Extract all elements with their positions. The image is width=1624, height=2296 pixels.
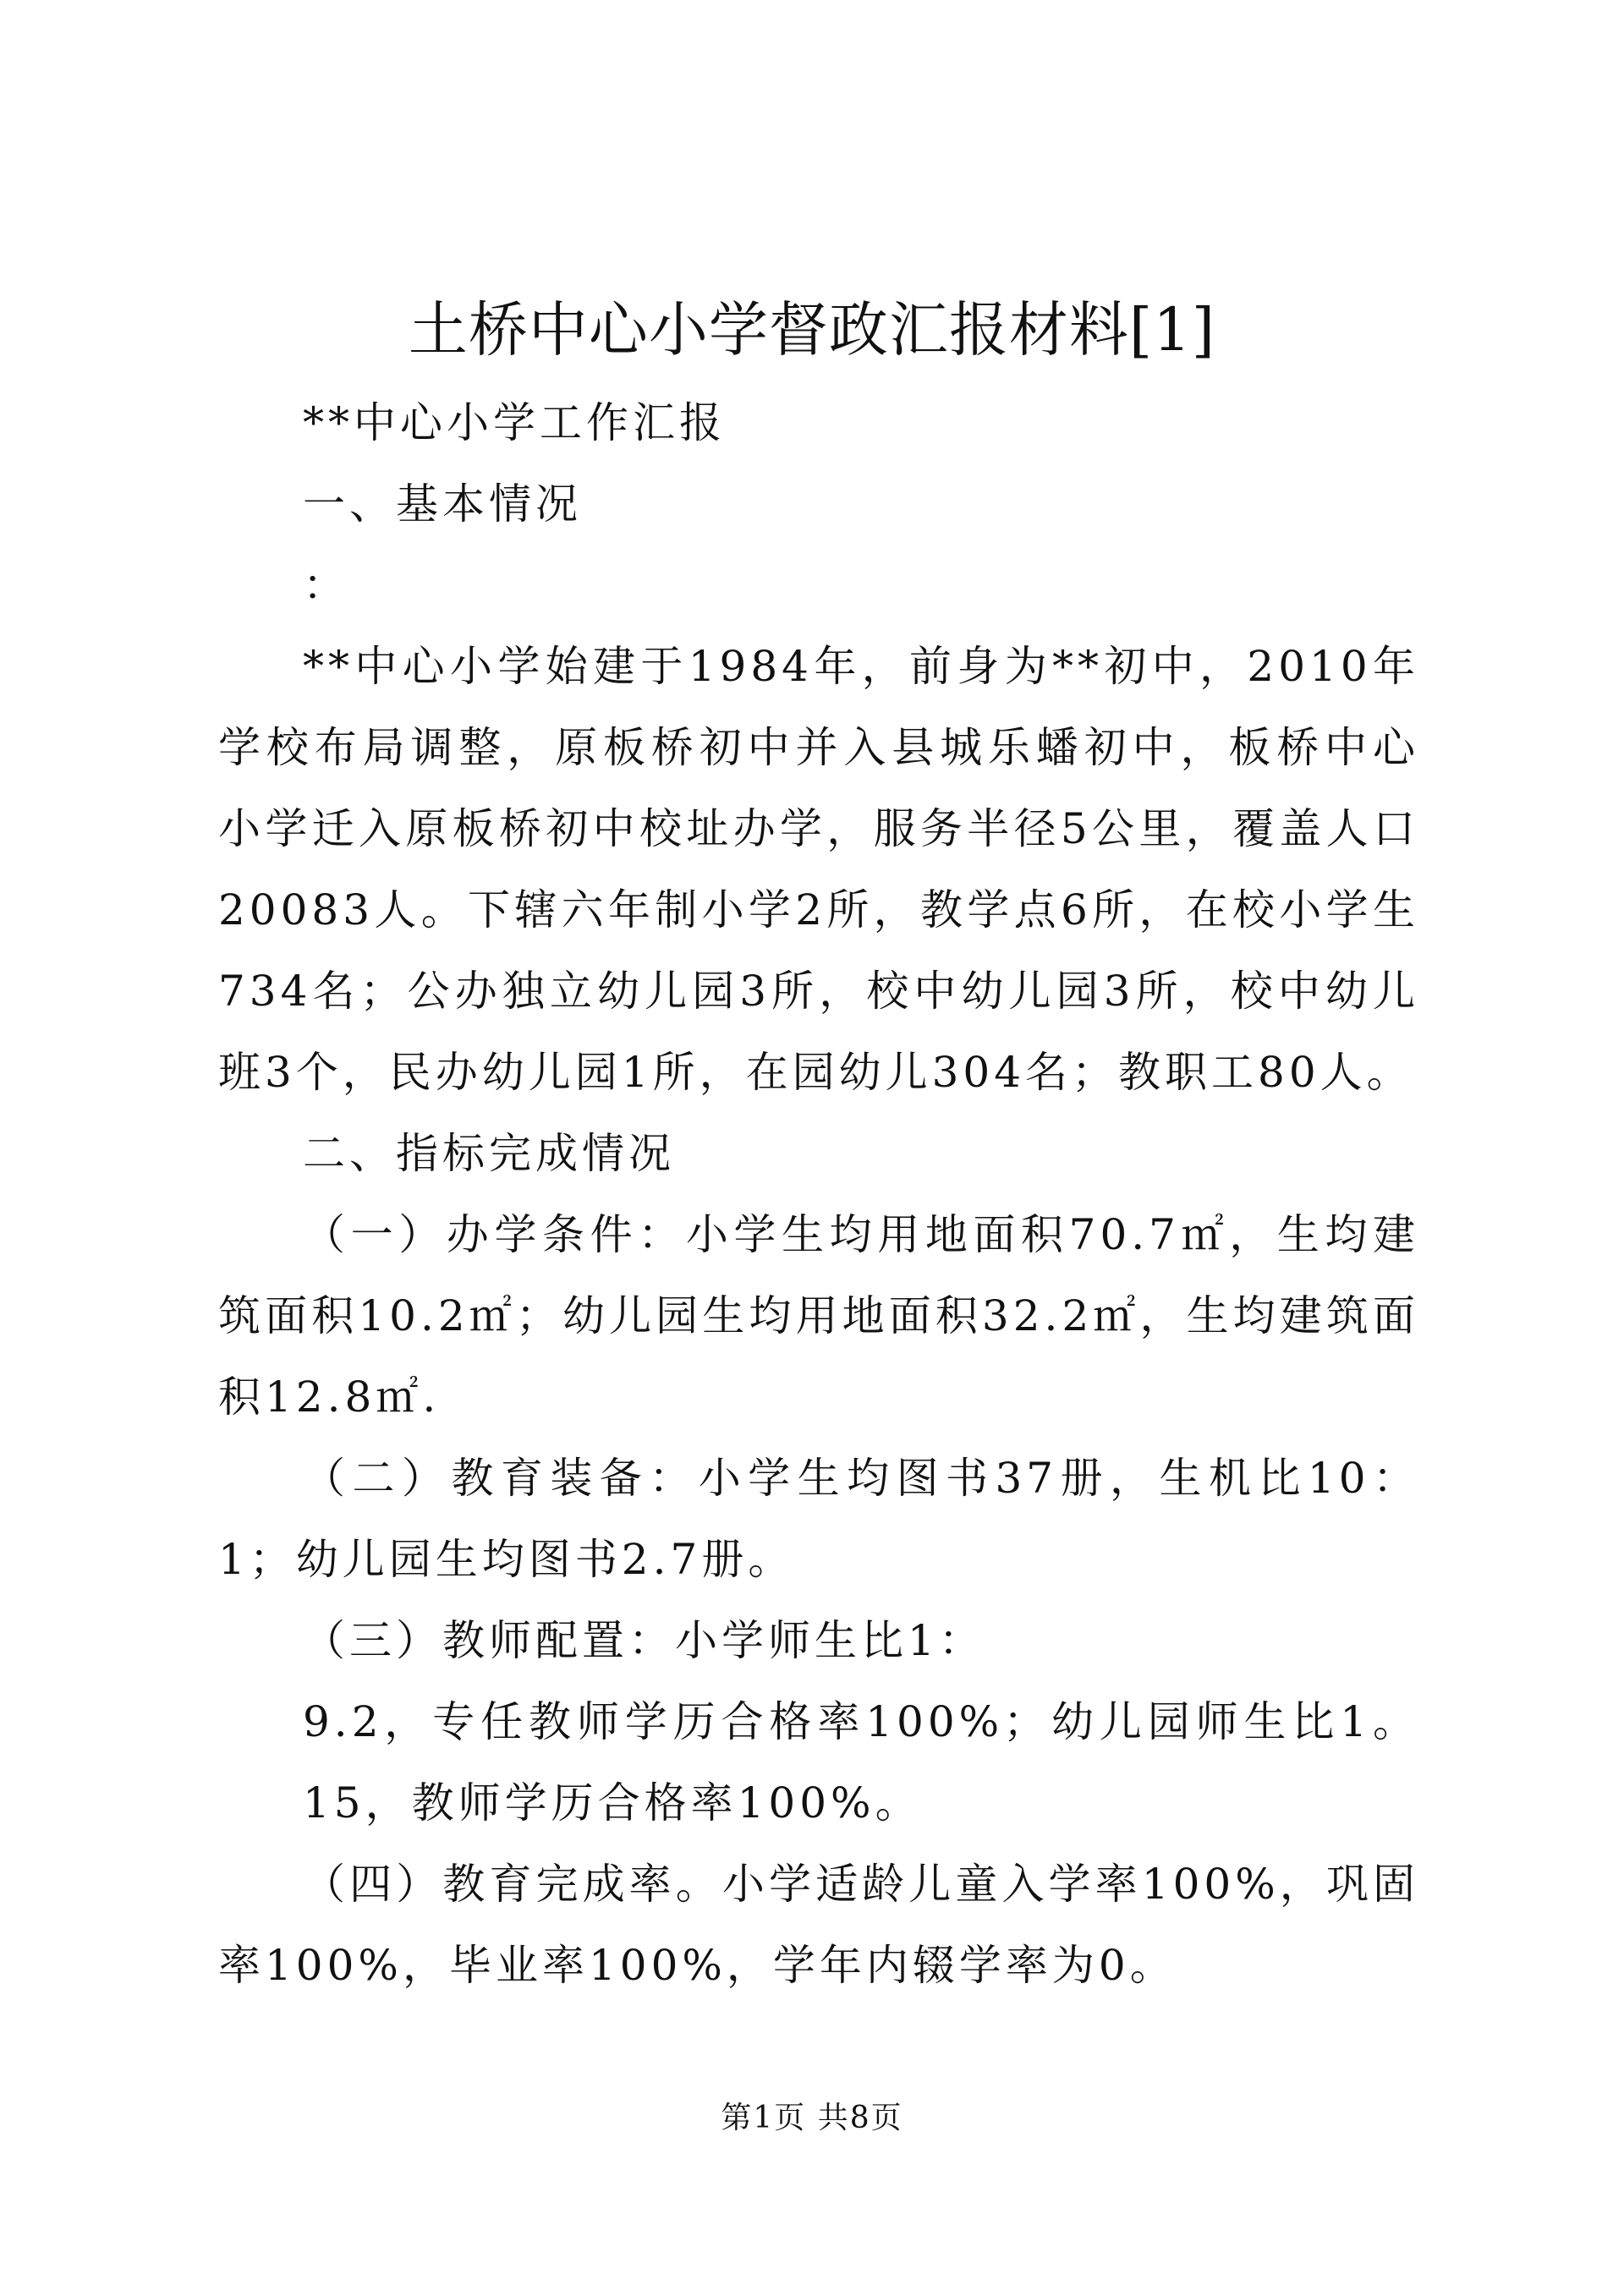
paragraph-section-basic: 一、基本情况 <box>303 479 582 529</box>
paragraph-basic-info: **中心小学始建于1984年，前身为**初中，2010年学校布局调整，原板桥初中并入县城乐蟠初中，板桥中心小学迁入原板桥初中校址办学，服务半径5公里，覆盖人口20083人。下辖六年制小学2所，教学点6所，在校小学生734名；公办独立幼儿园3所，校中幼儿园3所，校中幼儿班3个，民办幼儿园1所，在园幼儿304名；教职工80人。 <box>218 642 1419 1097</box>
paragraph-colon: ： <box>303 561 349 610</box>
paragraph-equipment: （二）教育装备：小学生均图书37册，生机比10：1；幼儿园生均图书2.7册。 <box>218 1454 1419 1584</box>
paragraph-report-heading: **中心小学工作汇报 <box>303 398 726 447</box>
page-number: 第1页 共8页 <box>721 2101 903 2135</box>
paragraph-teacher-config: （三）教师配置：小学师生比1： <box>303 1616 985 1665</box>
document-title: 土桥中心小学督政汇报材料[1] <box>408 295 1216 364</box>
paragraph-completion-rate: （四）教育完成率。小学适龄儿童入学率100%，巩固率100%，毕业率100%，学年内辍学率为0。 <box>218 1860 1419 1990</box>
paragraph-section-indicators: 二、指标完成情况 <box>303 1129 675 1178</box>
paragraph-school-conditions: （一）办学条件：小学生均用地面积70.7㎡，生均建筑面积10.2㎡；幼儿园生均用地面积32.2㎡，生均建筑面积12.8㎡. <box>218 1210 1419 1422</box>
paragraph-teacher-ratio: 9.2，专任教师学历合格率100%；幼儿园师生比1。15，教师学历合格率100%。 <box>303 1697 1419 1827</box>
document-body <box>218 382 1419 2006</box>
